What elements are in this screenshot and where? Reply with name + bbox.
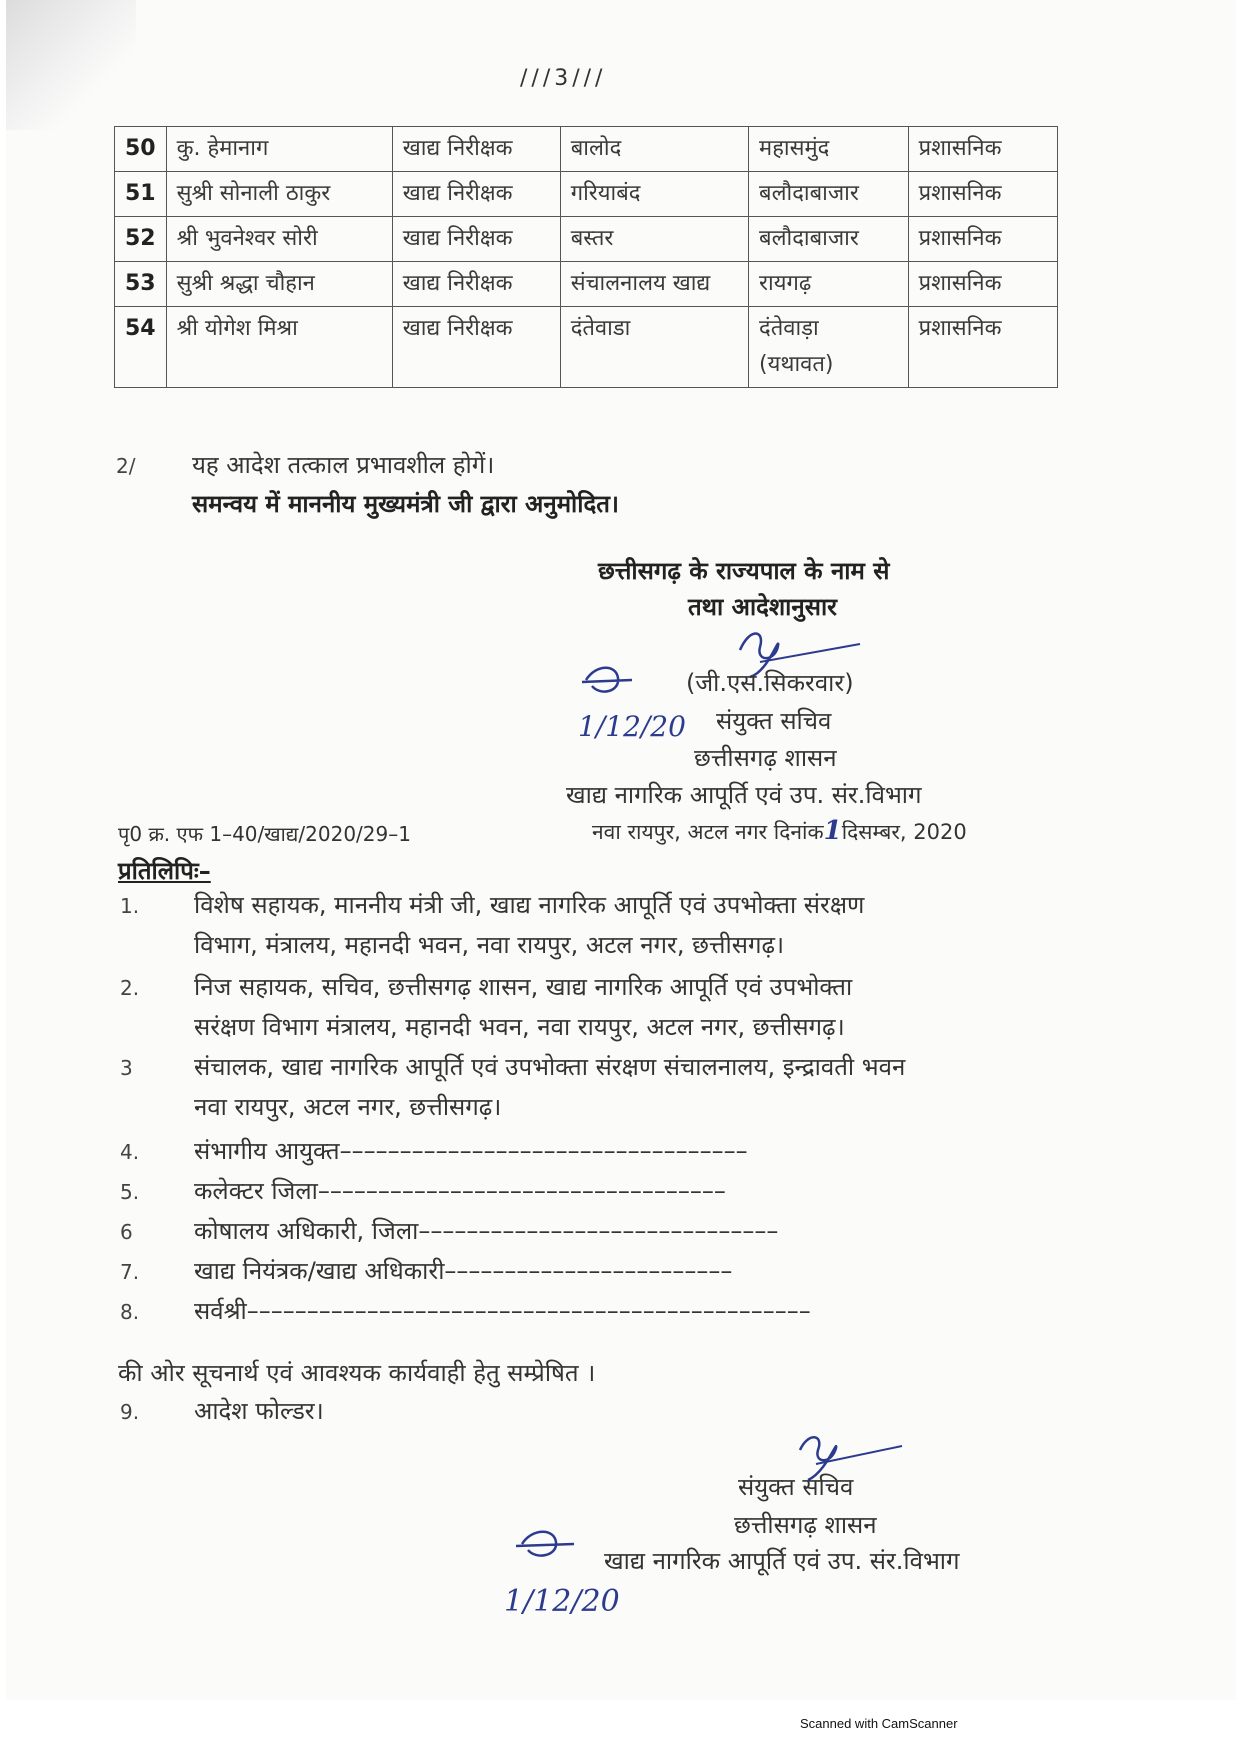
table-row	[115, 217, 1058, 262]
table-cell-name: सुश्री श्रद्धा चौहान	[166, 262, 392, 307]
table-cell-post: खाद्य निरीक्षक	[392, 172, 560, 217]
copy-item-text: विभाग, मंत्रालय, महानदी भवन, नवा रायपुर, अटल नगर, छत्तीसगढ़।	[194, 931, 785, 959]
order-number: 2/	[116, 454, 136, 478]
table-cell-sn: 51	[115, 172, 167, 217]
authority-line-2: तथा आदेशानुसार	[688, 593, 837, 621]
initials-2	[512, 1528, 582, 1568]
copy-item-number: 2.	[120, 976, 140, 1000]
signatory-department: खाद्य नागरिक आपूर्ति एवं उप. संर.विभाग	[566, 781, 922, 809]
footer-government: छत्तीसगढ़ शासन	[734, 1511, 877, 1539]
copy-item-number: 8.	[120, 1300, 140, 1324]
copy-to-closing: की ओर सूचनार्थ एवं आवश्यक कार्यवाही हेतु सम्प्रेषित ।	[118, 1359, 596, 1387]
table-cell-remark: प्रशासनिक	[908, 307, 1057, 388]
table-cell-sn: 54	[115, 307, 167, 388]
scanner-watermark: Scanned with CamScanner	[800, 1716, 958, 1731]
footer-department: खाद्य नागरिक आपूर्ति एवं उप. संर.विभाग	[604, 1547, 960, 1575]
memo-place-date	[592, 816, 967, 846]
table-cell-remark: प्रशासनिक	[908, 127, 1057, 172]
copy-item-text: खाद्य नियंत्रक/खाद्य अधिकारी––––––––––––––––––––––––	[194, 1257, 733, 1285]
table-cell-remark: प्रशासनिक	[908, 262, 1057, 307]
table-cell-to: रायगढ़	[749, 262, 909, 307]
memo-date-prefix: नवा रायपुर, अटल नगर दिनांक	[592, 820, 824, 844]
order-line-1: यह आदेश तत्काल प्रभावशील होगें।	[192, 451, 495, 479]
copy-item-text: कलेक्टर जिला––––––––––––––––––––––––––––––––––	[194, 1177, 726, 1205]
table-cell-sn: 50	[115, 127, 167, 172]
copy-item-text: नवा रायपुर, अटल नगर, छत्तीसगढ़।	[194, 1093, 502, 1121]
memo-date-suffix: दिसम्बर, 2020	[841, 820, 967, 844]
order-line-2: समन्वय में माननीय मुख्यमंत्री जी द्वारा अनुमोदित।	[192, 490, 620, 518]
table-row	[115, 307, 1058, 388]
footer-designation: संयुक्त सचिव	[738, 1473, 854, 1501]
memo-reference: पृ0 क्र. एफ 1–40/खाद्य/2020/29–1	[118, 822, 411, 846]
table-row	[115, 127, 1058, 172]
copy-item-text: निज सहायक, सचिव, छत्तीसगढ़ शासन, खाद्य नागरिक आपूर्ति एवं उपभोक्ता	[194, 973, 853, 1001]
copy-item-number: 3	[120, 1056, 133, 1080]
table-cell-post: खाद्य निरीक्षक	[392, 262, 560, 307]
table-cell-from: बस्तर	[560, 217, 748, 262]
table-cell-post: खाद्य निरीक्षक	[392, 127, 560, 172]
table-cell-post: खाद्य निरीक्षक	[392, 307, 560, 388]
copy-item-9-text: आदेश फोल्डर।	[194, 1397, 324, 1425]
table-cell-from: दंतेवाडा	[560, 307, 748, 388]
initials-date-1: 1/12/20	[578, 710, 686, 743]
table-cell-post: खाद्य निरीक्षक	[392, 217, 560, 262]
initials-1	[578, 662, 638, 702]
copy-item-9-number: 9.	[120, 1400, 140, 1424]
copy-item-number: 1.	[120, 894, 140, 918]
posting-table	[114, 126, 1058, 388]
copy-item-text: कोषालय अधिकारी, जिला––––––––––––––––––––––––––––––	[194, 1217, 779, 1245]
signatory-government: छत्तीसगढ़ शासन	[694, 744, 837, 772]
copy-item-number: 4.	[120, 1140, 140, 1164]
table-cell-name: कु. हेमानाग	[166, 127, 392, 172]
table-cell-from: बालोद	[560, 127, 748, 172]
table-cell-to: महासमुंद	[749, 127, 909, 172]
copy-item-text: संभागीय आयुक्त––––––––––––––––––––––––––––––––––	[194, 1137, 748, 1165]
table-cell-to: बलौदाबाजार	[749, 217, 909, 262]
memo-date-day: 1	[823, 816, 842, 846]
initials-date-2: 1/12/20	[504, 1584, 620, 1619]
table-cell-remark: प्रशासनिक	[908, 172, 1057, 217]
table-cell-from: गरियाबंद	[560, 172, 748, 217]
table-cell-sn: 52	[115, 217, 167, 262]
table-row	[115, 262, 1058, 307]
copy-item-number: 7.	[120, 1260, 140, 1284]
table-cell-from: संचालनालय खाद्य	[560, 262, 748, 307]
table-cell-remark: प्रशासनिक	[908, 217, 1057, 262]
table-cell-sn: 53	[115, 262, 167, 307]
authority-line-1: छत्तीसगढ़ के राज्यपाल के नाम से	[598, 557, 890, 585]
copy-item-number: 6	[120, 1220, 133, 1244]
table-cell-to: बलौदाबाजार	[749, 172, 909, 217]
page-number: ///3///	[520, 66, 607, 91]
table-cell-name: श्री भुवनेश्वर सोरी	[166, 217, 392, 262]
table-cell-name: सुश्री सोनाली ठाकुर	[166, 172, 392, 217]
copy-item-text: सरंक्षण विभाग मंत्रालय, महानदी भवन, नवा रायपुर, अटल नगर, छत्तीसगढ़।	[194, 1013, 845, 1041]
table-cell-to: दंतेवाड़ा (यथावत)	[749, 307, 909, 388]
copy-to-heading: प्रतिलिपिः–	[118, 857, 211, 885]
copy-item-text: विशेष सहायक, माननीय मंत्री जी, खाद्य नागरिक आपूर्ति एवं उपभोक्ता संरक्षण	[194, 891, 865, 919]
signatory-name: (जी.एस.सिकरवार)	[686, 669, 854, 697]
signatory-designation: संयुक्त सचिव	[716, 707, 832, 735]
copy-item-text: संचालक, खाद्य नागरिक आपूर्ति एवं उपभोक्ता संरक्षण संचालनालय, इन्द्रावती भवन	[194, 1053, 906, 1081]
page-fold-shadow	[6, 0, 136, 130]
copy-item-text: सर्वश्री–––––––––––––––––––––––––––––––––––––––––––––––	[194, 1297, 811, 1325]
table-row	[115, 172, 1058, 217]
table-cell-name: श्री योगेश मिश्रा	[166, 307, 392, 388]
copy-item-number: 5.	[120, 1180, 140, 1204]
